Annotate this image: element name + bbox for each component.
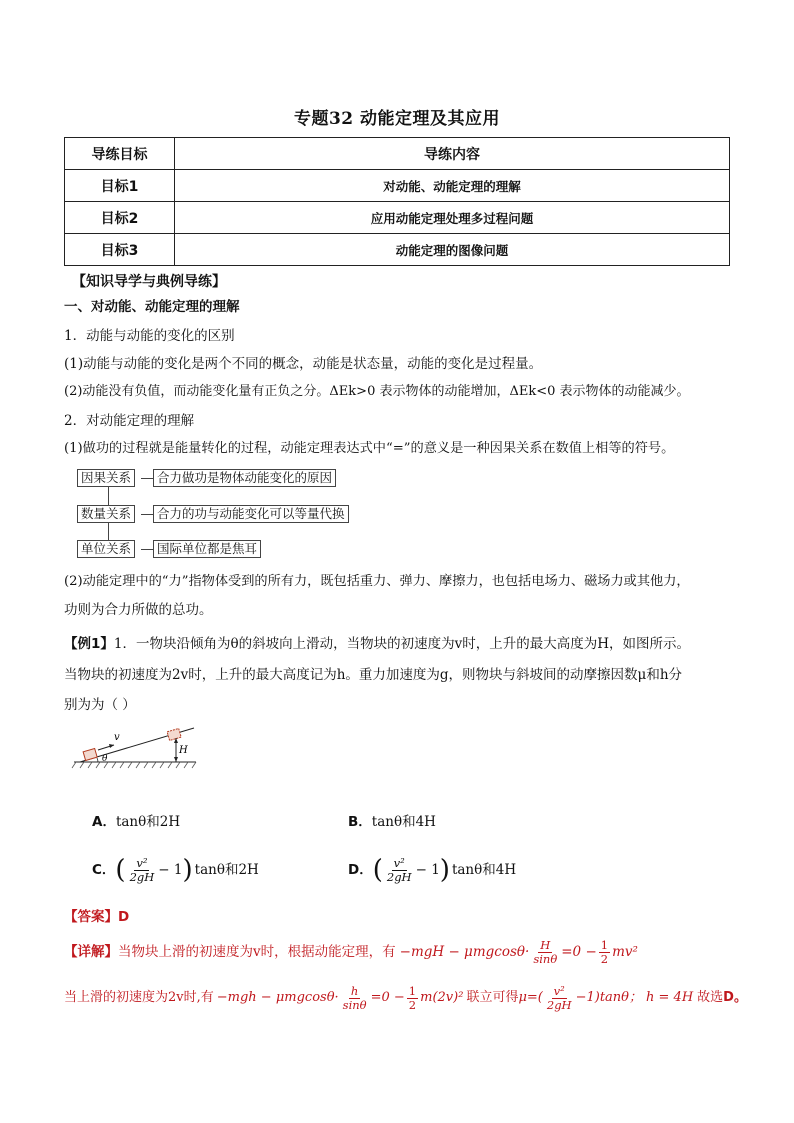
option-key: C．: [92, 862, 116, 878]
point2-title: 2．对动能定理的理解: [64, 413, 195, 429]
sub-header: 一、对动能、动能定理的理解: [64, 299, 240, 315]
fraction: $\frac{H}{\sin\theta}$: [533, 937, 558, 966]
point2-line2a: (2)动能定理中的“力”指物体受到的所有力，既包括重力、弹力、摩擦力，也包括电场力、磁场力或其他力，: [64, 574, 690, 589]
fraction: $\frac{\text{v²}}{2gH}$: [546, 983, 572, 1012]
block-start: [83, 749, 97, 761]
height-label: H: [179, 745, 188, 756]
option-c[interactable]: C． ( $\frac{\text{v²}}{2gH}$ − 1 ) tanθ和2H: [92, 855, 259, 885]
option-a[interactable]: [92, 812, 180, 832]
diagram-label: 单位关系: [77, 540, 135, 558]
detail-label: 【详解】: [64, 944, 118, 960]
option-fraction: $\frac{\text{v²}}{2gH}$: [386, 855, 412, 884]
option-b[interactable]: [348, 812, 436, 832]
table-row: [65, 170, 730, 202]
table-cell-goal: 目标2: [65, 202, 175, 234]
option-fraction: $\frac{\text{v²}}{2gH}$: [129, 855, 155, 884]
diagram-connector: [141, 549, 153, 550]
point1-line2: (2)动能没有负值，而动能变化量有正负之分。ΔEk>0 表示物体的动能增加，ΔEk<0 表示物体的动能减少。: [64, 384, 690, 399]
example-line3: 别为为（ ）: [64, 697, 136, 713]
option-text: tanθ和2H: [194, 862, 259, 878]
option-key: D．: [348, 862, 373, 878]
option-key: B．: [348, 814, 372, 830]
point1-title: 1．动能与动能的变化的区别: [64, 328, 235, 344]
answer-value: D: [118, 909, 130, 925]
point1-line1: (1)动能与动能的变化是两个不同的概念，动能是状态量，动能的变化是过程量。: [64, 356, 543, 372]
fraction: $\frac{1}{2}$: [408, 983, 417, 1012]
table-header-content: 导练内容: [175, 138, 730, 170]
example-line2: 当物块的初速度为2v时，上升的最大高度记为h。重力加速度为g，则物块与斜坡间的动摩擦因数μ和h分: [64, 667, 683, 683]
diagram-label: 数量关系: [77, 505, 135, 523]
fraction: $\frac{h}{\sin\theta}$: [342, 983, 367, 1012]
example-line1: [64, 634, 690, 654]
option-key: A．: [92, 814, 116, 830]
table-row: [65, 202, 730, 234]
diagram-connector: [141, 478, 153, 479]
point2-line1: (1)做功的过程就是能量转化的过程，动能定理表达式中“=”的意义是一种因果关系在数值上相等的符号。: [64, 441, 675, 456]
diagram-desc: 合力的功与动能变化可以等量代换: [153, 505, 349, 523]
fraction: $\frac{1}{2}$: [600, 937, 609, 966]
example-tag: 【例1】: [64, 636, 114, 652]
ground-hatch: [72, 762, 196, 768]
page-title: 专题32 动能定理及其应用: [293, 109, 501, 129]
block-end: [167, 729, 181, 741]
table-cell-content: 应用动能定理处理多过程问题: [175, 202, 730, 234]
table-header-row: [65, 138, 730, 170]
table-cell-content: 动能定理的图像问题: [175, 234, 730, 266]
detail-line2: 当上滑的初速度为2v时,有 −mgh − μmgcosθ· $\frac{h}{\sin\theta}$ =0 − $\frac{1}{2}$ m(2v)² 联立可得 μ=( $\frac{\text{v²}}{2gH}$ −1)tanθ； h = 4H 故选 D。: [64, 983, 747, 1012]
diagram-desc: 国际单位都是焦耳: [153, 540, 261, 558]
table-row: [65, 234, 730, 266]
goals-table: [64, 137, 730, 266]
diagram-desc: 合力做功是物体动能变化的原因: [153, 469, 336, 487]
example-text-1: 1．一物块沿倾角为θ的斜坡向上滑动，当物块的初速度为v时，上升的最大高度为H，如图所示。: [113, 636, 691, 652]
detail-text: 当物块上滑的初速度为v时，根据动能定理，有: [118, 944, 396, 960]
angle-arc: [97, 758, 98, 762]
detail-text: 当上滑的初速度为2v时,有: [64, 990, 214, 1005]
option-d[interactable]: D． ( $\frac{\text{v²}}{2gH}$ − 1 ) tanθ和4H: [348, 855, 517, 885]
incline-figure: [70, 726, 205, 772]
table-cell-content: 对动能、动能定理的理解: [175, 170, 730, 202]
table-cell-goal: 目标3: [65, 234, 175, 266]
option-text: tanθ和2H: [115, 814, 181, 830]
option-text: tanθ和4H: [451, 862, 517, 878]
answer-label: 【答案】: [64, 909, 118, 925]
velocity-label: v: [114, 732, 120, 743]
option-text: tanθ和4H: [371, 814, 436, 830]
diagram-connector: [141, 514, 153, 515]
point2-line2b: 功则为合力所做的总功。: [64, 602, 213, 618]
detail-line1: 【详解】 当物块上滑的初速度为v时，根据动能定理，有 −mgH − μmgcosθ· $\frac{H}{\sin\theta}$ =0 − $\frac{1}{2}$ mv²: [64, 937, 638, 966]
section-header: 【知识导学与典例导练】: [72, 274, 226, 290]
diagram-label: 因果关系: [77, 469, 135, 487]
table-header-goal: 导练目标: [65, 138, 175, 170]
table-cell-goal: 目标1: [65, 170, 175, 202]
answer-line: [64, 907, 129, 927]
theta-label: θ: [102, 754, 108, 764]
